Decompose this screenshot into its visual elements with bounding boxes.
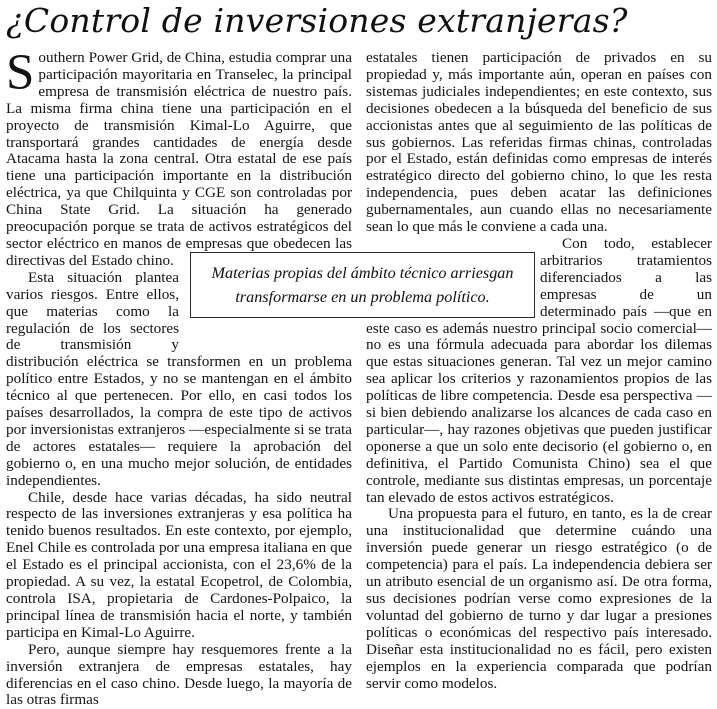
pull-quote: Materias propias del ámbito técnico arriesgan transformarse en un problema político.: [190, 252, 535, 318]
left-column: [6, 45, 352, 709]
paragraph: Chile, desde hace varias décadas, ha sido neutral respecto de las inversiones extranjeras y esa política ha tenido buenos resultados. En este contexto, por ejemplo, Enel Chile es controlada por una empresa italiana en que el Estado es el principal accionista, con el 23,6% de la propiedad. A su vez, la estatal Ecopetrol, de Colombia, controla ISA, propietaria de Cardones-Polpaico, la principal línea de transmisión hacia el norte, y también participa en Kimal-Lo Aguirre.: [6, 488, 352, 641]
paragraph-text: Esta situación plantea varios riesgos. Entre ellos, que materias como la regulación de los sectores de transmisión y distribución eléctrica se transformen en un problema político entre Estados, y no se mantengan en el ámbito técnico al que pertenecen. Por ello, en casi todos los países desarrollados, la compra de este tipo de activos por inversionistas extranjeros —especialmente si se trata de actores estatales— requiere la aprobación del gobierno o, en una mucho mejor solución, de entidades independientes.: [6, 268, 352, 489]
drop-cap: S: [6, 45, 35, 101]
article-title: ¿Control de inversiones extranjeras?: [6, 1, 628, 40]
paragraph: Una propuesta para el futuro, en tanto, es la de crear una institucionalidad que determine cuándo una inversión puede generar un riesgo estratégico (o de competencia) para el país. La independencia debiera ser un atributo esencial de un organismo así. De otra forma, sus decisiones podrían verse como expresiones de la voluntad del gobierno de turno y dar lugar a presiones políticas o económicas del respectivo país interesado. Diseñar esta institucionalidad no es fácil, pero existen ejemplos en la experiencia comparada que podrían servir como modelos.: [366, 505, 712, 692]
paragraph: [6, 45, 352, 270]
paragraph-text: Con todo, establecer arbitrarios tratamientos diferenciados a las empresas de un determinado país —que en este caso es además nuestro principal socio comercial— no es una fórmula adecuada para abordar los dilemas que estas situaciones generan. Tal vez un mejor camino sea aplicar los criterios y razonamientos propios de las políticas de libre competencia. Desde esa perspectiva —si bien debiendo analizarse los alcances de cada caso en particular—, hay razones objetivas que pueden justificar oponerse a que un solo ente decisorio (el gobierno o, en definitiva, el Partido Comunista Chino) sea el que controle, mediante sus distintas empresas, un porcentaje tan elevado de estos activos estratégicos.: [366, 234, 712, 506]
paragraph: Pero, aunque siempre hay resquemores frente a la inversión extranjera de empresas estatales, hay diferencias en el caso chino. Desde luego, la mayoría de las otras firmas: [6, 640, 352, 709]
paragraph-text: outhern Power Grid, de China, estudia comprar una participación mayoritaria en Transelec, la principal empresa de transmisión eléctrica de nuestro país. La misma firma china tiene una participación en el proyecto de transmisión Kimal-Lo Aguirre, que transportará grandes cantidades de energía desde Atacama hasta la zona central. Otra estatal de ese país tiene una participación importante en la distribución eléctrica, ya que Chilquinta y CGE son controladas por China State Grid. La situación ha generado preocupación porque se trata de activos estratégicos del sector eléctrico en manos de empresas que obedecen las directivas del Estado chino.: [6, 49, 352, 269]
right-column: [366, 50, 712, 692]
paragraph: estatales tienen participación de privados en su propiedad y, más importante aún, operan en países con sistemas judiciales independientes; en este contexto, sus decisiones obedecen a la búsqueda del beneficio de sus accionistas antes que al seguimiento de las políticas de sus gobiernos. Las referidas firmas chinas, controladas por el Estado, están definidas como empresas de interés estratégico directo del gobierno chino, lo que les resta independencia, pues deben acatar las definiciones gubernamentales, aun cuando ellas no necesariamente sean lo que más le conviene a cada una.: [366, 49, 712, 236]
